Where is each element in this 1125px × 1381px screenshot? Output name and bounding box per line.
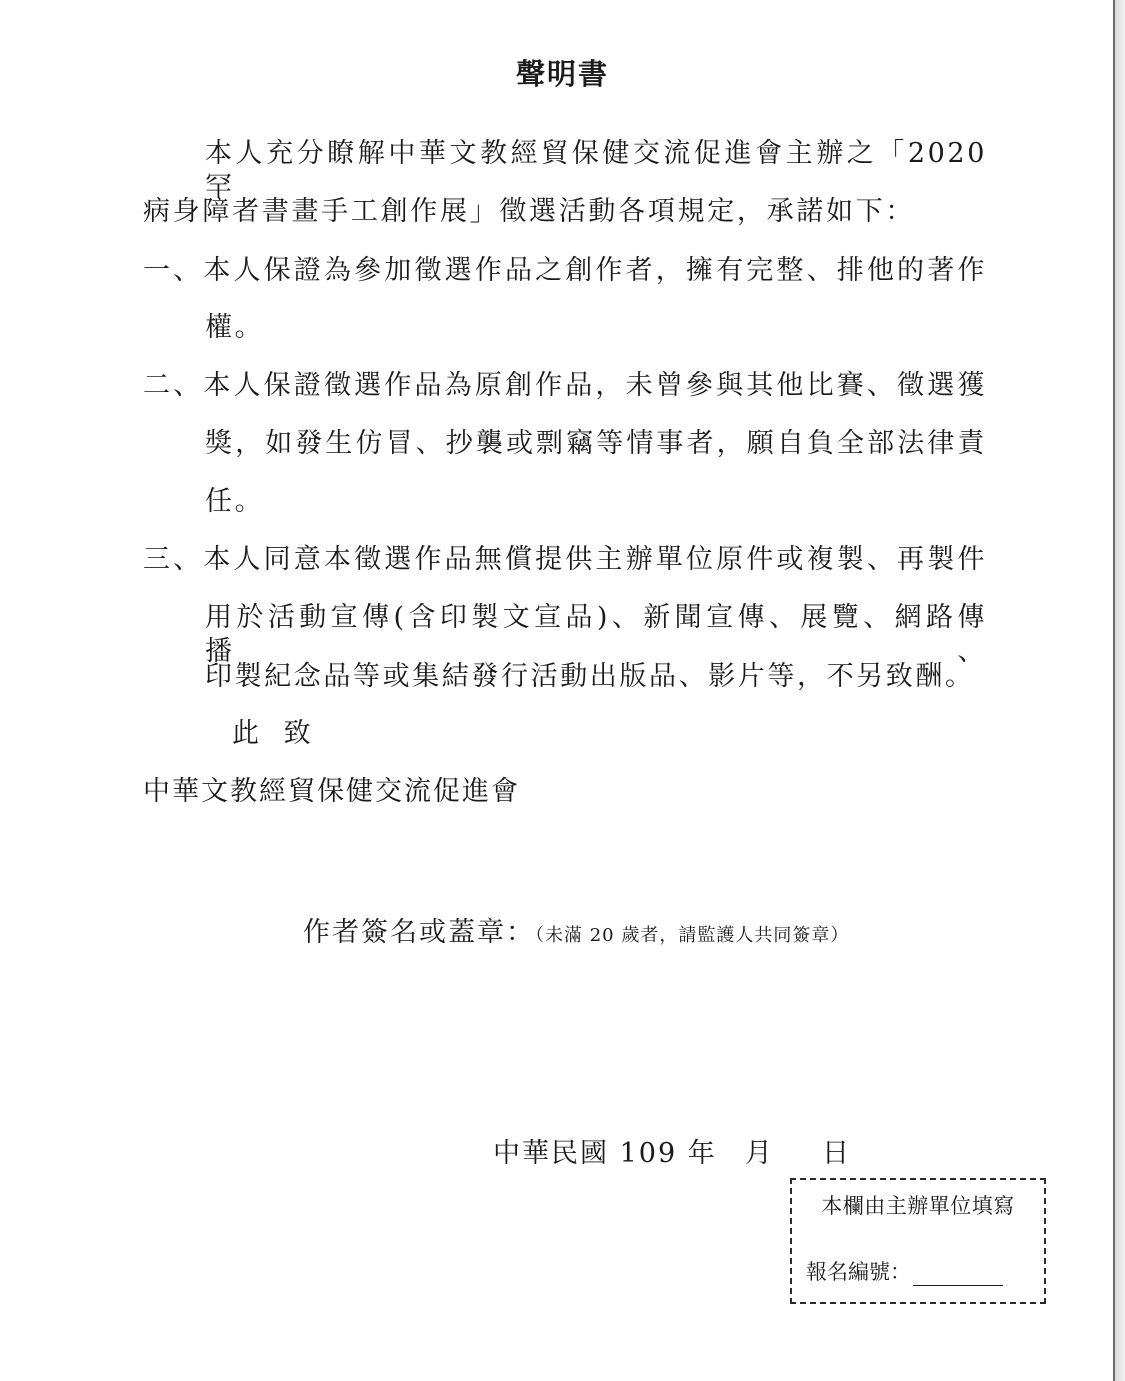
registration-number-label: 報名編號： xyxy=(806,1260,911,1284)
page-edge xyxy=(1113,0,1115,1381)
registration-number-field xyxy=(806,1256,1003,1286)
office-use-box xyxy=(790,1178,1046,1304)
signature-label: 作者簽名或蓋章： xyxy=(303,917,535,948)
intro-line-1: 本人充分瞭解中華文教經貿保健交流促進會主辦之「2020 罕 xyxy=(205,138,987,203)
date-month: 月 xyxy=(745,1138,774,1169)
date-day: 日 xyxy=(822,1138,851,1169)
item-3-line-1: 三、本人同意本徵選作品無償提供主辦單位原件或複製、再製件 xyxy=(143,544,987,575)
signature-note: （未滿 20 歲者，請監護人共同簽章） xyxy=(535,925,850,946)
item-3-line-3: 印製紀念品等或集結發行活動出版品、影片等，不另致酬。 xyxy=(205,661,975,692)
recipient: 中華文教經貿保健交流促進會 xyxy=(143,776,520,807)
registration-number-blank xyxy=(913,1263,1003,1286)
item-2-line-3: 任。 xyxy=(205,486,265,517)
salutation: 此 致 xyxy=(232,718,319,749)
page-edge-shadow xyxy=(1115,0,1125,1381)
item-1-line-2: 權。 xyxy=(205,312,265,343)
intro-line-2: 病身障者書畫手工創作展」徵選活動各項規定，承諾如下： xyxy=(143,196,915,227)
item-3-line-2: 用於活動宣傳(含印製文宣品)、新聞宣傳、展覽、網路傳播、 xyxy=(205,602,987,667)
date-prefix: 中華民國 109 年 xyxy=(493,1138,717,1169)
item-1-line-1: 一、本人保證為參加徵選作品之創作者，擁有完整、排他的著作 xyxy=(143,255,987,286)
signature-row xyxy=(303,910,849,949)
item-2-line-1: 二、本人保證徵選作品為原創作品，未曾參與其他比賽、徵選獲 xyxy=(143,370,987,401)
office-box-title: 本欄由主辦單位填寫 xyxy=(821,1194,1015,1218)
document-title: 聲明書 xyxy=(515,57,609,91)
item-2-line-2: 獎，如發生仿冒、抄襲或剽竊等情事者，願自負全部法律責 xyxy=(205,428,987,459)
